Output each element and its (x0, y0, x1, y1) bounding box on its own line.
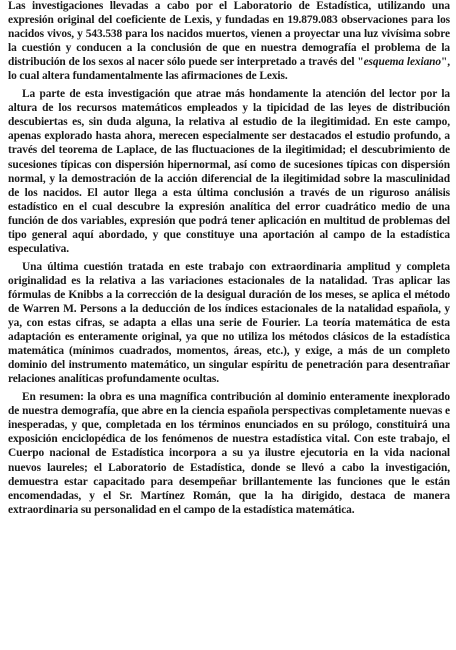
paragraph-seasonal-variations (8, 260, 450, 386)
emphasized-term: esquema lexiano (363, 56, 442, 69)
paragraph-text: ", lo cual altera fundamentalmente las afirmaciones de Lexis. (8, 56, 450, 83)
paragraph-text: Las investigaciones llevadas a cabo por el Laboratorio de Estadística, utilizando una expresión original del coeficiente de Lexis, y fundadas en 19.879.083 observaciones para los nacidos vivos, y 543.538 para los nacidos muertos, vienen a proyectar una luz vivísima sobre la cuestión y conducen a la conclusión de que en nuestra demografía el problema de la distribución de los sexos al nacer sólo puede ser interpretado a través del " (8, 0, 450, 69)
paragraph-text: En resumen: la obra es una magnífica contribución al dominio enteramente inexplorado de nuestra demografía, que abre en la ciencia española perspectivas completamente nuevas e inesperadas, y que, completada en los términos enunciados en su prólogo, constituirá una exposición enciclopédica de los fenómenos de nuestra estadística vital. Con este trabajo, el Cuerpo nacional de Estadística incorpora a su ya ilustre ejecutoria en la vida nacional nuevos laureles; el Laboratorio de Estadística, donde se llevó a cabo la investigación, demuestra estar capacitado para desempeñar brillantemente las funciones que le están encomendadas, y el Sr. Martínez Román, que la ha dirigido, destaca de manera extraordinaria su personalidad en el campo de la estadística matemática. (8, 391, 450, 516)
paragraph-lexis-investigation (8, 0, 450, 83)
paragraph-summary (8, 390, 450, 516)
paragraph-text: La parte de esta investigación que atrae más hondamente la atención del lector por la altura de los recursos matemáticos empleados y la tipicidad de las leyes de distribución descubiertas es, sin duda alguna, la relativa al estudio de la ilegitimidad. En este campo, apenas explorado hasta ahora, merecen especialmente ser destacados el estudio profundo, a través del teorema de Laplace, de las fluctuaciones de la ilegitimidad; el descubrimiento de sucesiones típicas con dispersión hipernormal, así como de sucesiones típicas con dispersión normal, y la demostración de la acción diferencial de la ilegitimidad sobre la masculinidad de los nacidos. El autor llega a esta última conclusión a través de un riguroso análisis estadístico en el cual descubre la expresión analítica del error cuadrático medio de una función de dos variables, expresión que podrá tener aplicación en multitud de problemas del tipo general aquí abordado, y que constituye una aportación al campo de la estadística especulativa. (8, 88, 450, 255)
paragraph-text: Una última cuestión tratada en este trabajo con extraordinaria amplitud y completa originalidad es la relativa a las variaciones estacionales de la natalidad. Tras aplicar las fórmulas de Knibbs a la corrección de la desigual duración de los meses, se aplica el método de Warren M. Persons a la deducción de los índices estacionales de la natalidad española, y ya, con estas cifras, se adapta a ellas una serie de Fourier. La teoría matemática de esta adaptación es enteramente original, ya que no utiliza los métodos clásicos de la estadística matemática (mínimos cuadrados, momentos, áreas, etc.), y exige, a más de un completo dominio del instrumento matemático, un singular espíritu de penetración para desentrañar relaciones analíticas profundamente ocultas. (8, 260, 450, 386)
paragraph-illegitimacy-study (8, 87, 450, 256)
